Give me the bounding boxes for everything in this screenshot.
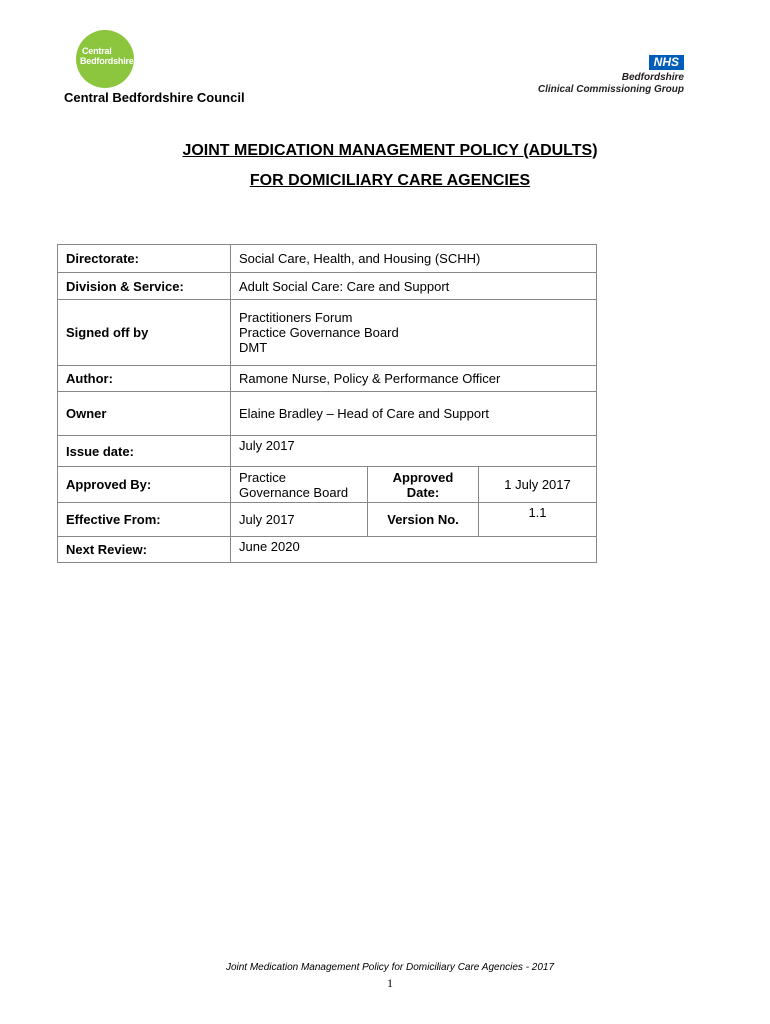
effective-from-label: Effective From: xyxy=(58,503,231,537)
table-row xyxy=(58,273,597,300)
signed-off-item: DMT xyxy=(239,340,268,355)
signed-off-item: Practice Governance Board xyxy=(239,325,399,340)
issue-date-label: Issue date: xyxy=(58,436,231,467)
division-value: Adult Social Care: Care and Support xyxy=(231,273,597,300)
nhs-logo xyxy=(538,53,684,96)
table-row xyxy=(58,503,597,537)
document-title-line1: JOINT MEDICATION MANAGEMENT POLICY (ADULTS) xyxy=(182,142,598,159)
directorate-label: Directorate: xyxy=(58,245,231,273)
next-review-value: June 2020 xyxy=(231,537,597,563)
approved-by-line: Practice xyxy=(239,469,286,485)
table-row xyxy=(58,436,597,467)
approved-by-line: Governance Board xyxy=(239,484,349,500)
approved-date-label-line: Date: xyxy=(406,484,440,500)
approved-date-label-line: Approved xyxy=(392,469,454,485)
next-review-label: Next Review: xyxy=(58,537,231,563)
author-label: Author: xyxy=(58,366,231,392)
signed-off-item: Practitioners Forum xyxy=(239,310,353,325)
approved-date-value: 1 July 2017 xyxy=(479,467,597,503)
table-row xyxy=(58,392,597,436)
central-bedfordshire-logo xyxy=(76,30,134,88)
document-title-line2: FOR DOMICILIARY CARE AGENCIES xyxy=(249,172,531,189)
page-number: 1 xyxy=(387,976,393,990)
version-label: Version No. xyxy=(368,503,479,537)
directorate-value: Social Care, Health, and Housing (SCHH) xyxy=(231,245,597,273)
table-row xyxy=(58,245,597,273)
table-row xyxy=(58,366,597,392)
approved-by-label: Approved By: xyxy=(58,467,231,503)
signed-off-label: Signed off by xyxy=(58,300,231,366)
approved-by-value xyxy=(231,467,368,503)
issue-date-value: July 2017 xyxy=(231,436,597,467)
table-row xyxy=(58,300,597,366)
author-value: Ramone Nurse, Policy & Performance Officer xyxy=(231,366,597,392)
logo-text-line2: Bedfordshire xyxy=(80,56,134,66)
logo-text-line1: Central xyxy=(82,46,112,56)
version-value: 1.1 xyxy=(479,503,597,537)
document-metadata-table xyxy=(57,244,597,563)
page-footer: Joint Medication Management Policy for Domiciliary Care Agencies - 2017 xyxy=(225,962,555,973)
table-row xyxy=(58,537,597,563)
division-label: Division & Service: xyxy=(58,273,231,300)
signed-off-value xyxy=(231,300,597,366)
council-name: Central Bedfordshire Council xyxy=(64,90,245,105)
owner-value: Elaine Bradley – Head of Care and Support xyxy=(231,392,597,436)
nhs-area-name: Bedfordshire xyxy=(621,72,684,83)
table-row xyxy=(58,467,597,503)
approved-date-label xyxy=(368,467,479,503)
nhs-badge: NHS xyxy=(649,55,684,70)
owner-label: Owner xyxy=(58,392,231,436)
effective-from-value: July 2017 xyxy=(231,503,368,537)
nhs-org-name: Clinical Commissioning Group xyxy=(537,84,684,95)
